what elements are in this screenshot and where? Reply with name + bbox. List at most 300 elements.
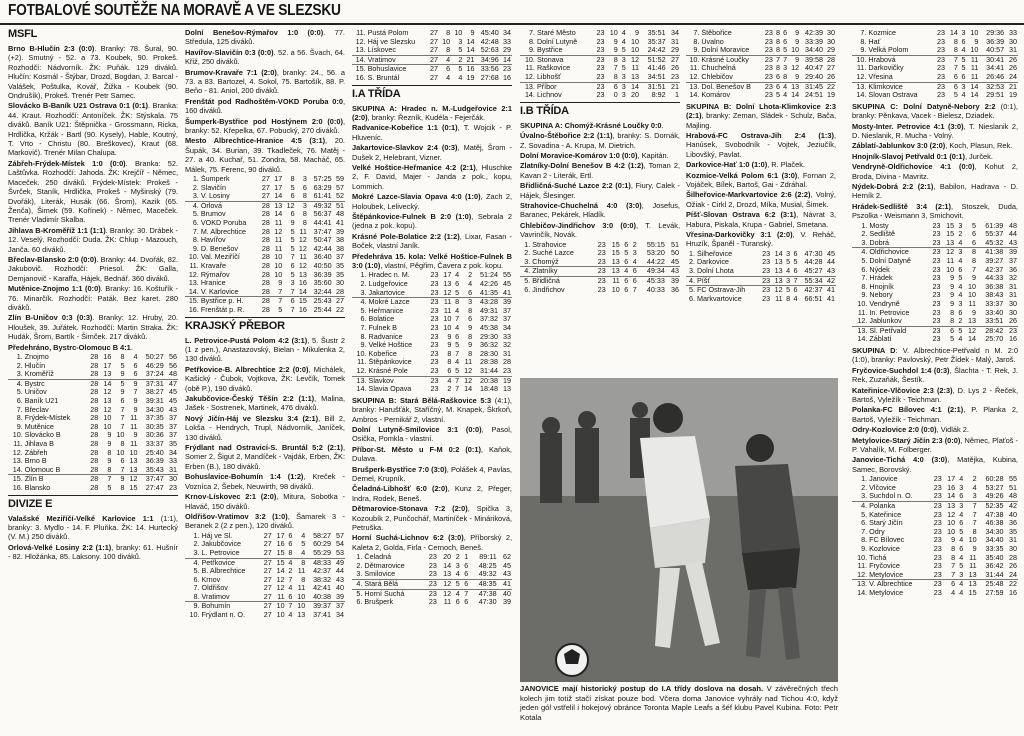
team-name: Krásné Loučky [701,55,749,64]
table-cell: 16 [103,352,112,361]
table-cell: 10 [116,447,125,457]
match-score: Mutěnice-Znojmo 1:1 (0:0) [8,284,101,294]
table-cell: 11 [443,597,452,607]
table-cell: 23 [928,239,942,248]
table-cell: 1. [360,270,367,280]
table-cell: 23 [933,543,942,553]
match-result [185,492,345,511]
match-details: , Fiury, Calek - Hájek, Šlesinger. [520,181,680,200]
table-cell: 28 [261,305,270,314]
table-cell: 8 [120,352,125,361]
match-score: Bohuslavice-Bohumín 1:4 (1:2) [185,472,304,482]
match-result [852,455,1018,474]
team-name: Šumperk [200,175,230,184]
match-score: Příbor-St. Město u F-M 0:2 (0:1) [352,444,481,454]
table-cell: 11 [297,583,306,593]
table-cell: 28:38 [479,357,498,367]
team-name: Hať [868,37,881,46]
table-cell: 28 [90,360,99,370]
table-cell: 34:30 [145,404,164,414]
match-result [8,543,178,562]
table-cell: 11 [443,297,452,307]
table-cell: 23 [1009,325,1017,335]
table-cell: 12 [298,235,307,245]
table-cell: 28:30 [479,348,498,358]
title-rule [0,23,1024,25]
table-cell: 28 [90,421,99,431]
table-cell: 39:31 [145,395,164,405]
table-cell: 11 [443,305,452,315]
table-cell: 13 [438,570,452,579]
table-cell: 9 [107,456,112,466]
match-details: , P. Planka 2, Bartoš, Vyležík - Teichman. [852,405,1018,424]
table-cell: 34:51 [640,73,667,82]
match-details: , Fornan 2, Vojáček, Bílek, Bartoš, Gai - Zdráhal. [686,170,836,189]
team-name: Metylovice [868,571,929,580]
table-cell: 5. [861,509,868,519]
table-cell: 12. [852,73,867,82]
table-cell: 23 [933,587,942,597]
table-cell: 42:48 [480,36,499,46]
team-name: Slovan Ostrava [868,91,918,100]
table-cell: 5 [959,526,964,536]
table-cell: 33 [169,456,177,466]
table-cell: 63:29 [313,182,332,192]
match-details: , T. Levák, Vavrinčík, Novák. [520,220,680,240]
table-cell: 6 [951,579,956,589]
table-cell: 9 [950,273,955,283]
match-score: Frýdlant nad Ostravicí-S. Bruntál 5:2 (2:1) [185,443,343,453]
match-score: Krásné Pole-Bolatice 2:2 (1:2) [352,231,460,241]
table-cell: 10. [524,54,535,64]
team-name: Krásné Pole [368,367,427,376]
table-cell: 37 [336,252,344,262]
team-name: Slavia Opava [368,385,412,394]
table-cell: 6 [791,267,798,276]
table-cell: 7 [283,288,295,297]
table-cell: 1 [675,90,679,100]
match-result [852,202,1018,221]
table-cell: 35:51 [647,28,666,37]
table-cell: 4 [446,72,451,82]
table-cell: 5 [278,305,283,314]
table-cell: 6. [861,264,868,274]
table-cell: 43 [823,267,836,276]
table-cell: 7. [693,28,700,37]
table-cell: 2 [451,55,463,65]
table-cell: 3 [783,63,788,73]
table-cell: 6 [446,64,451,74]
table-cell: 8 [951,552,956,562]
team-name: Lískovec [367,46,427,55]
table-cell: 10 [970,28,979,37]
table-row [686,267,836,276]
table-row [686,295,836,304]
team-name: VOKD Poruba [200,219,247,228]
team-name: V. Losiny [200,192,259,201]
table-cell: 45:27 [799,267,824,276]
match-details: , Babilon, Hadrava - D. Herník 2. [852,182,1018,201]
table-cell: 11. [189,261,199,271]
table-cell: 28 [503,357,511,367]
team-name: Břidličná [532,276,560,285]
table-cell: 6 [464,597,469,607]
table-cell: 6 [774,73,781,82]
match-details: , Michálek, Kašický - Čubok, Vojtkova, ŽK: Levčík, Tomek (obě P.), 190 diváků. [185,364,345,393]
table-cell: 3 [621,90,626,100]
table-cell: 10. [857,552,868,562]
table-cell: 15. [188,296,199,306]
match-result [686,190,836,209]
table-cell: 13. [12,456,23,466]
table-cell: 37:31 [145,378,164,388]
table-cell: 4 [621,36,626,46]
table-cell: 3 [958,247,963,257]
table-cell: 7 [455,348,460,358]
table-row [185,192,345,201]
table-cell: 4 [455,305,460,315]
table-cell: 23 [764,36,773,46]
match-details: , Somer 2, Šigut 2, Mandíček - Vajdák, Erben, ŽK: Erben (B.), 180 diváků. [185,443,345,471]
table-cell: 53:20 [646,248,665,258]
match-details: , Kreček - Vozníca 2, Šebek, Neuwirth, 98 diváků. [185,472,345,491]
league-table [185,532,345,620]
team-name: Háj ve Sl. [201,531,233,540]
table-cell: 28 [261,226,270,236]
table-cell: 2 [288,566,293,576]
table-cell: 16 [298,278,307,288]
table-cell: 3 [621,54,626,64]
table-cell: 28:42 [985,325,1004,335]
match-photo [520,378,838,682]
table-cell: 9 [470,28,475,37]
team-name: Tichá [869,553,887,562]
table-cell: 12 [274,226,283,236]
team-name: Nýdek [869,265,890,274]
table-cell: 23 [933,482,942,492]
table-cell: 7 [133,387,138,397]
table-cell: 6. [360,314,367,324]
table-cell: 28 [90,482,99,492]
table-cell: 39 [1009,247,1017,257]
match-score: Polanka-FC Bílovec 4:1 (2:1) [852,405,964,415]
table-cell: 37:47 [145,474,164,484]
team-name: Bohumín [201,601,231,611]
table-cell: 28 [261,269,270,279]
team-name: V. Karlovice [200,288,259,297]
table-row [852,46,1018,55]
table-cell: 46:38 [985,518,1004,528]
team-name: Stonava [536,55,564,64]
table-cell: 34:40 [800,46,824,55]
table-cell: 11 [970,63,979,73]
match-result [8,514,178,542]
table-cell: 10 [947,518,956,528]
table-cell: 23 [430,305,439,315]
table-cell: 14 [464,384,473,394]
team-name: Oldřichovice [869,247,909,257]
table-cell: 55:34 [799,276,824,286]
table-cell: 23 [932,307,941,317]
match-details: . Branka: 44. Kraut. Rozhodčí: Antoníček. ŽK: Stýskala. 75 diváků. Baník U21: Štěpnička - Grossmann, Ricka, Hrdlička, Kržák - Bartl (90. Kysely), Hable, Koutný, T. Vrto - Christu (80. Breškovec), Kraut (68. Markovič). Trenér Milan Chalupa. [8,101,178,158]
table-cell: 2 [955,317,963,326]
table-cell: 11 [299,252,307,262]
column-4 [520,28,680,376]
table-cell: 12. [188,269,199,279]
table-cell: 42:39 [804,28,823,37]
team-name: Slavkov [368,376,394,385]
match-result [852,182,1018,201]
match-result [852,346,1018,365]
table-cell: 60:29 [313,539,332,549]
table-cell: 26 [1004,317,1018,326]
table-cell: 12. [852,571,868,580]
table-cell: 11 [130,438,138,448]
table-cell: 9 [290,218,295,228]
team-name: Havířov [200,236,226,245]
table-cell: 23 [597,276,606,285]
table-cell: 7 [464,588,469,598]
table-cell: 7 [290,305,295,314]
table-cell: 39:27 [985,256,1004,265]
match-result [686,160,836,169]
table-cell: 11. [856,63,867,73]
match-details: : V. Albrechtice-Petřvald n M. 2:0 (1:0), branky: Pavlovský, Petr Žídek - Malý, Jaroš. [852,345,1018,365]
table-cell: 30:41 [986,54,1005,64]
table-cell: 11 [631,63,640,73]
table-cell: 9 [950,281,955,291]
table-cell: 7 [290,252,295,262]
table-cell: 40:33 [646,284,665,294]
match-score: Oldřišov-Vratimov 3:2 (1:0) [185,511,288,521]
table-cell: 31:51 [647,81,666,91]
league-table [520,29,680,100]
table-cell: 27 [259,192,271,201]
table-cell: 38 [336,243,344,253]
table-cell: 10 [609,28,618,37]
match-details: , T. Wojcik - P. Hluveníc. [352,123,512,142]
table-cell: 16 [466,64,475,74]
table-cell: 4 [972,482,977,492]
table-cell: 2. [356,560,363,570]
table-cell: 2. [861,482,868,492]
table-cell: 5. [16,387,23,397]
table-row [520,46,680,55]
table-cell: 6 [793,248,798,258]
table-cell: 5. [861,256,868,265]
table-cell: 6 [950,325,955,335]
table-row [352,580,512,590]
match-details: , Spička 3, Kozoubík 2, Punčochář, Martiníček - Mináriková, Petruška. [352,504,512,533]
team-name: Fryčovice [869,562,900,571]
team-name: Dolní Lutyně [536,37,578,46]
table-cell: 2 [455,552,460,562]
table-cell: 30 [1009,307,1017,317]
table-cell: 23 [430,279,439,289]
table-cell: 36:38 [985,281,1004,291]
table-cell: 5. [356,588,363,598]
match-details: , Lixar, Fasan - Boček, vlastní Janík. [352,231,512,251]
table-cell: 21 [1009,81,1017,91]
table-cell: 17 [274,182,283,192]
match-score: Zábřeh-Frýdek-Místek 1:0 (0:0) [8,158,126,168]
table-cell: 4 [455,588,460,598]
table-cell: 20:38 [479,375,498,385]
match-score: Nýdek-Dobrá 2:2 (2:1) [852,182,934,191]
table-cell: 23 [937,63,945,73]
match-details: , Kaňok, Dulava. [352,444,512,464]
team-name: Bystřice p. H. [200,296,244,306]
match-details: , branky: Zeman, Sládek - Schulz, Bača, Majling. [686,111,836,130]
table-cell: 28 [333,288,345,297]
table-row [520,91,680,100]
match-details: , Hanúsek, Svobodník - Vojtek, Jeziučík, Libovšký, Pavlat. [686,130,836,159]
table-cell: 23 [933,552,942,562]
table-cell: 28 [1009,552,1017,562]
table-cell: 51 [336,200,344,210]
table-cell: 11 [130,413,138,423]
table-cell: 12 [791,63,800,73]
table-cell: 23 [593,258,607,267]
table-cell: 23 [937,36,945,46]
table-cell: 11 [612,276,620,285]
match-result [852,162,1018,181]
table-cell: 3 [961,81,966,91]
team-name: Vendryně [869,299,900,308]
table-cell: 9 [447,331,452,341]
match-result [185,394,345,413]
table-cell: 16 [298,305,307,314]
table-cell: 26 [1009,63,1017,73]
match-details: , Bill 2, Lokša - Hendrych, Trupl, Nádvorník, Janíček, 130 diváků. [185,413,345,442]
match-details: , T. Nieslanik 2, D. Nieslanik, R. Mucha - Volný. [852,121,1018,140]
table-cell: 7 [972,501,977,510]
table-cell: 4 [959,579,964,589]
table-cell: 7 [455,314,460,324]
match-details: , R. Plaček. [767,160,805,170]
table-cell: 6 [302,182,307,192]
table-cell: 1. [524,239,531,249]
table-cell: 26 [1009,54,1017,64]
table-cell: 6 [455,331,460,341]
table-cell: 41:35 [473,289,499,298]
table-cell: 39:37 [313,601,332,611]
table-row [520,286,680,295]
table-cell: 14 [466,36,475,46]
table-cell: 31 [1009,535,1017,545]
table-cell: 36 [671,284,679,294]
match-score: Dolní Moravice-Komárov 1:0 (0:0) [520,150,638,160]
column-5 [686,28,836,376]
team-name: Krnov [201,575,221,584]
table-cell: 9 [974,36,979,46]
match-score: Nový Jičín-Háj ve Slezsku 3:4 (2:1) [185,413,319,423]
table-cell: 12. [852,317,868,326]
table-cell: 28 [86,466,99,475]
table-cell: 19 [503,375,511,385]
table-cell: 42:37 [804,285,823,295]
table-cell: 9 [788,73,800,82]
table-cell: 31:45 [804,81,823,91]
table-cell: 5 [786,257,791,267]
team-name: Mosty [869,221,889,230]
match-details: , Zach 2, Holoubek, Lelivecký. [352,192,512,211]
table-cell: 29:36 [986,28,1005,37]
table-cell: 11 [274,218,283,228]
table-cell: 55 [503,270,511,280]
table-cell: 13. [356,375,367,385]
table-cell: 1. [861,220,868,230]
table-cell: 23 [592,73,605,82]
table-cell: 10 [293,593,306,602]
table-cell: 6 [461,580,470,590]
table-cell: 14. [689,90,700,100]
table-cell: 14. [356,384,367,394]
team-name: Brumov [200,210,226,219]
match-result [352,252,512,271]
table-cell: 27 [263,583,272,593]
table-cell: 22 [1009,579,1017,589]
table-cell: 24:42 [640,46,667,55]
table-cell: 30 [169,474,177,484]
table-cell: 15 [946,229,955,239]
table-cell: 13 [947,501,956,510]
table-cell: 35 [336,261,344,271]
table-cell: 14 [774,248,783,258]
table-cell: 3 [958,220,963,230]
match-score: Píšť-Slovan Ostrava 6:2 (3:1) [686,210,797,220]
match-score: Odry-Kozlovice 2:0 (0:0) [852,425,937,435]
match-result [185,365,345,393]
table-cell: 22 [827,81,835,91]
table-cell: 1. [16,352,23,361]
table-cell: 45:38 [479,323,498,333]
table-cell: 5 [455,340,460,350]
table-cell: 23 [592,46,605,55]
table-cell: 2 [632,239,637,249]
table-cell: 5 [971,220,976,230]
match-result [185,28,345,47]
table-cell: 28 [90,430,99,440]
table-cell: 23 [428,588,437,598]
table-cell: 6 [793,285,798,295]
table-cell: 8 [120,482,125,492]
table-cell: 12 [464,375,473,385]
match-score: Jakubčovice-Český Těšín 2:2 (1:1) [185,394,315,404]
table-cell: 48 [1004,492,1018,501]
match-score: Vřesina-Darkovičky 3:1 (2:0) [686,230,793,240]
match-details: , branky: 52. Křepelka, 67. Pobucký, 270 diváků. [185,116,345,136]
table-cell: 12. [520,73,536,82]
table-cell: 37 [503,314,511,324]
table-cell: 47:38 [478,588,497,598]
match-score: SKUPINA A: Hradec n. M.-Ludgeřovice 2:1 (2:0) [352,103,512,122]
table-cell: 10 [274,252,283,262]
table-cell: 4 [958,334,963,344]
table-cell: 13 [968,579,977,589]
table-cell: 27 [263,566,272,576]
team-name: Klimkovice [868,82,903,91]
table-cell: 37 [169,413,177,423]
table-cell: 10 [454,28,463,37]
table-cell: 33:37 [985,298,1004,308]
match-result [686,210,836,229]
table-cell: 5. [688,285,695,295]
match-score: Valašské Meziříčí-Velké Karlovice 1:1 [8,513,154,523]
match-details: , Šlachta - T. Rek, J. Rek, Zuzaňák, Šestík. [852,365,1018,385]
table-cell: 6 [468,314,473,324]
table-cell: 42:44 [313,243,332,253]
